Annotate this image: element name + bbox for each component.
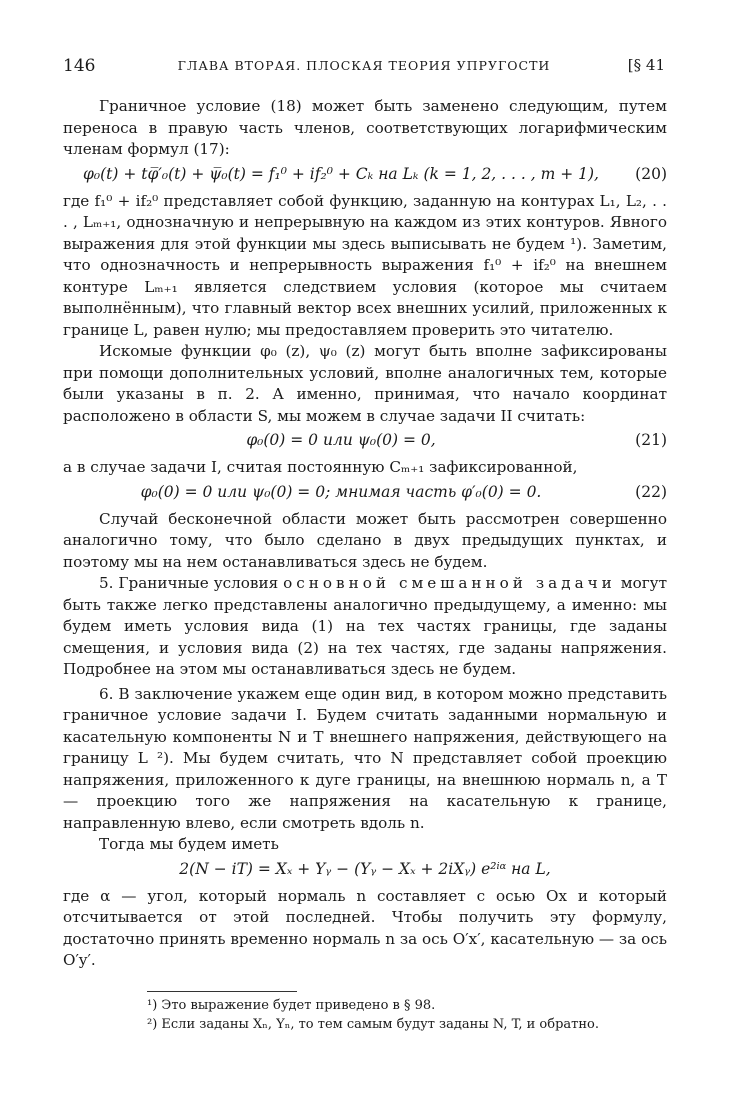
- paragraph-9: где α — угол, который нормаль n составляет с осью Ox и который отсчитывается от этой последней. Чтобы получить эту формулу, достаточно принять временно нормаль n за ось O′x′, касательную — за ось O′y′.: [63, 886, 667, 969]
- equation-21-formula: φ₀(0) = 0 или ψ₀(0) = 0,: [246, 431, 436, 449]
- equation-22-number: (22): [635, 482, 667, 501]
- equation-21: [63, 430, 667, 454]
- paragraph-3: Искомые функции φ₀ (z), ψ₀ (z) могут быть вполне зафиксированы при помощи дополнительных условий, вполне аналогичных тем, которые были указаны в п. 2. А именно, принимая, что начало координат расположено в области S, мы можем в случае задачи II считать:: [63, 342, 667, 425]
- page-body: [63, 96, 667, 972]
- paragraph-8: Тогда мы будем иметь: [99, 835, 279, 853]
- footnote-2: ²) Если заданы Xₙ, Yₙ, то тем самым будут заданы N, T, и обратно.: [147, 1017, 599, 1032]
- equation-22: [63, 482, 667, 506]
- equation-22-formula: φ₀(0) = 0 или ψ₀(0) = 0; мнимая часть φ′₀(0) = 0.: [140, 482, 542, 501]
- equation-20-number: (20): [635, 164, 667, 183]
- paragraph-6-lead: 5. Граничные условия: [99, 574, 279, 592]
- paragraph-2: где f₁⁰ + if₂⁰ представляет собой функцию, заданную на контурах L₁, L₂, . . . , Lₘ₊₁, однозначную и непрерывную на каждом из этих контуров. Явного выражения для этой функции мы здесь выписывать не будем ¹). Заметим, что однозначность и непрерывность выражения f₁⁰ + if₂⁰ на внешнем контуре Lₘ₊₁ является следствием условия (которое мы считаем выполнённым), что главный вектор всех внешних усилий, приложенных к границе L, равен нулю; мы предоставляем проверить это читателю.: [63, 191, 667, 339]
- equation-23: [63, 859, 667, 883]
- footnote-1: ¹) Это выражение будет приведено в § 98.: [147, 998, 436, 1013]
- paragraph-1: Граничное условие (18) может быть заменено следующим, путем переноса в правую часть членов, соответствующих логарифмическим членам формул (17):: [63, 97, 667, 158]
- running-title: ГЛАВА ВТОРАЯ. ПЛОСКАЯ ТЕОРИЯ УПРУГОСТИ: [177, 58, 551, 73]
- equation-21-number: (21): [635, 431, 667, 449]
- section-marker: [§ 41: [627, 56, 665, 74]
- paragraph-6: [63, 573, 667, 681]
- page-number: 146: [63, 56, 96, 76]
- footnote-rule: [147, 991, 297, 992]
- paragraph-6-rest: могут быть также легко представлены аналогично предыдущему, а именно: мы будем иметь условия вида (1) на тех частях границы, где заданы смещения, и условия вида (2) на тех частях, где заданы напряжения. Подробнее на этом мы останавливаться здесь не будем.: [63, 574, 668, 678]
- equation-20-formula: φ₀(t) + tφ̅′₀(t) + ψ̅₀(t) = f₁⁰ + if₂⁰ + Cₖ на Lₖ (k = 1, 2, . . . , m + 1),: [83, 164, 599, 183]
- paragraph-5: Случай бесконечной области может быть рассмотрен совершенно аналогично тому, что было сделано в двух предыдущих пунктах, и поэтому мы на нем останавливаться здесь не будем.: [63, 509, 667, 571]
- paragraph-4: а в случае задачи I, считая постоянную Cₘ₊₁ зафиксированной,: [63, 458, 578, 476]
- paragraph-6-spaced-term: основной смешанной задачи: [283, 574, 616, 592]
- page-header: [63, 56, 665, 78]
- equation-23-formula: 2(N − iT) = Xₓ + Yᵧ − (Yᵧ − Xₓ + 2iXᵧ) e²ⁱᵅ на L,: [179, 859, 551, 878]
- paragraph-7: 6. В заключение укажем еще один вид, в котором можно представить граничное условие задачи I. Будем считать заданными нормальную и касательную компоненты N и T внешнего напряжения, действующего на границу L ²). Мы будем считать, что N представляет собой проекцию напряжения, приложенного к дуге границы, на внешнюю нормаль n, а T — проекцию того же напряжения на касательную к границе, направленную влево, если смотреть вдоль n.: [63, 684, 667, 832]
- equation-20: [63, 164, 667, 188]
